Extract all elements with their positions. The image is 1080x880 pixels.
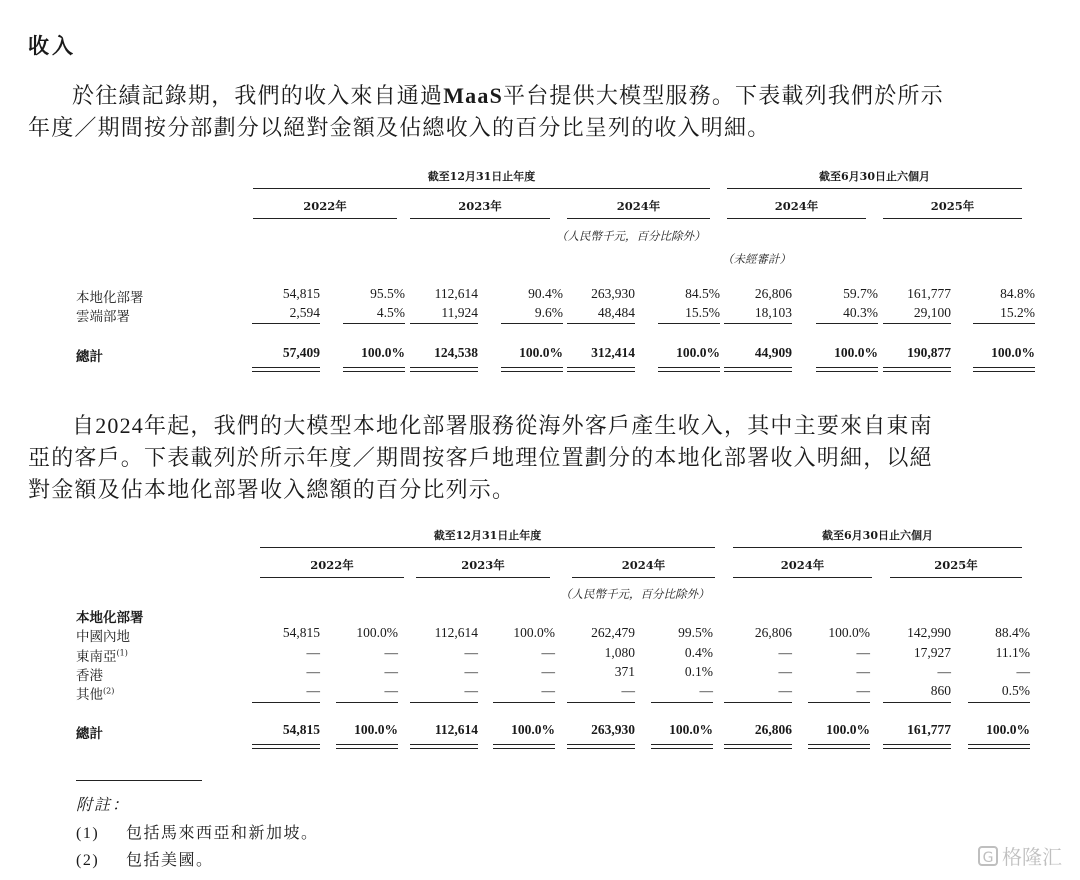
- period-header-year-end: 截至12月31日止年度: [427, 170, 536, 183]
- unit-note: （人民幣千元，百分比除外）: [556, 229, 706, 243]
- subtotal-rule: [816, 323, 878, 324]
- year-underline: [567, 218, 710, 219]
- year-header: 2024年: [774, 199, 819, 213]
- table-cell: —: [699, 683, 713, 698]
- subtotal-rule: [567, 323, 635, 324]
- table-cell: —: [541, 664, 555, 679]
- subtotal-rule: [336, 702, 398, 703]
- total-double-rule: [724, 367, 792, 372]
- intro-paragraph-1: [28, 80, 1043, 145]
- intro-paragraph-2: [28, 410, 1043, 507]
- table-cell: —: [384, 664, 398, 679]
- table-cell: 84.8%: [1000, 286, 1035, 301]
- subtotal-rule: [883, 323, 951, 324]
- table-cell: —: [856, 645, 870, 660]
- total-double-rule: [567, 367, 635, 372]
- table-cell: —: [621, 683, 635, 698]
- total-double-rule: [973, 367, 1035, 372]
- total-cell: 312,414: [591, 345, 635, 360]
- table-cell: —: [1016, 664, 1030, 679]
- row-label: 中國內地: [76, 629, 130, 645]
- year-underline: [733, 577, 872, 578]
- footnote-number: (1): [76, 825, 100, 842]
- footnote-item: [76, 847, 214, 870]
- subtotal-rule: [410, 702, 478, 703]
- footnote-divider: [76, 780, 202, 781]
- subtotal-rule: [493, 702, 555, 703]
- para2-text: 年起，我們的大模型本地化部署服務從海外客戶產生收入，其中主要來自東南: [144, 414, 933, 439]
- table-cell: 90.4%: [528, 286, 563, 301]
- table-cell: 263,930: [591, 286, 635, 301]
- table-cell: 112,614: [434, 286, 478, 301]
- table-cell: 142,990: [907, 625, 951, 640]
- subtotal-rule: [252, 323, 320, 324]
- table-cell: —: [384, 645, 398, 660]
- table-cell: 15.5%: [685, 305, 720, 320]
- total-double-rule: [883, 367, 951, 372]
- total-cell: 100.0%: [991, 345, 1035, 360]
- table-cell: 0.4%: [684, 645, 713, 660]
- row-label: 東南亞$^{(1)}$: [76, 648, 128, 665]
- table-cell: 11,924: [441, 305, 478, 320]
- section-heading: 收入: [28, 33, 76, 58]
- total-cell: 100.0%: [519, 345, 563, 360]
- year-underline: [572, 577, 715, 578]
- table-cell: 4.5%: [376, 305, 405, 320]
- total-double-rule: [724, 744, 792, 749]
- table-cell: 100.0%: [513, 625, 555, 640]
- watermark: [978, 841, 1062, 870]
- table-cell: —: [778, 683, 792, 698]
- watermark-text: 格隆汇: [1002, 845, 1062, 869]
- total-cell: 100.0%: [986, 722, 1030, 737]
- table-cell: 26,806: [754, 625, 792, 640]
- table-cell: —: [856, 664, 870, 679]
- total-cell: 100.0%: [354, 722, 398, 737]
- para2-text: 2024: [95, 413, 145, 438]
- subtotal-rule: [973, 323, 1035, 324]
- table-cell: 48,484: [597, 305, 635, 320]
- table-cell: 1,080: [604, 645, 635, 660]
- total-double-rule: [252, 367, 320, 372]
- total-cell: 44,909: [754, 345, 792, 360]
- table-cell: 95.5%: [370, 286, 405, 301]
- total-cell: 100.0%: [676, 345, 720, 360]
- table-cell: 2,594: [289, 305, 320, 320]
- period-underline: [260, 547, 715, 548]
- para1-text: 年度／期間按分部劃分以絕對金額及佔總收入的百分比呈列的收入明細。: [28, 116, 771, 141]
- total-cell: 26,806: [754, 722, 792, 737]
- year-underline: [727, 218, 866, 219]
- total-cell: 100.0%: [511, 722, 555, 737]
- table-cell: —: [306, 683, 320, 698]
- total-row-label: 總計: [76, 349, 103, 365]
- para1-text: 平台提供大模型服務。下表載列我們於所示: [503, 84, 944, 109]
- table-cell: 40.3%: [843, 305, 878, 320]
- year-header: 2025年: [934, 558, 978, 572]
- footnote-ref: (2): [103, 686, 115, 696]
- period-header-six-months: 截至6月30日止六個月: [822, 529, 933, 542]
- year-underline: [410, 218, 550, 219]
- table-cell: 26,806: [754, 286, 792, 301]
- table-cell: —: [541, 645, 555, 660]
- total-cell: 190,877: [907, 345, 951, 360]
- total-double-rule: [816, 367, 878, 372]
- subtotal-rule: [968, 702, 1030, 703]
- table-cell: 54,815: [282, 625, 320, 640]
- total-cell: 57,409: [282, 345, 320, 360]
- period-header-six-months: 截至6月30日止六個月: [819, 170, 930, 183]
- total-double-rule: [336, 744, 398, 749]
- para2-text: 自: [72, 414, 96, 439]
- row-label: 香港: [76, 668, 103, 684]
- year-header: 2024年: [616, 199, 661, 213]
- para1-text: 於往績記錄期，我們的收入來自通過: [72, 84, 444, 109]
- table-cell: —: [384, 683, 398, 698]
- total-double-rule: [658, 367, 720, 372]
- total-double-rule: [343, 367, 405, 372]
- total-double-rule: [410, 744, 478, 749]
- year-header: 2022年: [310, 558, 354, 572]
- table-cell: 11.1%: [995, 645, 1030, 660]
- total-row-label: 總計: [76, 726, 103, 742]
- subtotal-rule: [658, 323, 720, 324]
- total-cell: 263,930: [591, 722, 635, 737]
- year-header: 2025年: [930, 199, 975, 213]
- footnote-title: 附註：: [76, 795, 131, 814]
- table-cell: —: [856, 683, 870, 698]
- table-cell: 262,479: [591, 625, 635, 640]
- para1-text: MaaS: [443, 83, 504, 108]
- unit-note: （人民幣千元，百分比除外）: [560, 587, 710, 601]
- table-cell: 9.6%: [534, 305, 563, 320]
- table-cell: 88.4%: [995, 625, 1030, 640]
- total-cell: 100.0%: [361, 345, 405, 360]
- table-cell: —: [541, 683, 555, 698]
- period-underline: [727, 188, 1022, 189]
- row-label: 本地化部署: [76, 290, 144, 306]
- subtotal-rule: [724, 702, 792, 703]
- year-header: 2024年: [621, 558, 666, 572]
- year-header: 2023年: [458, 199, 502, 213]
- table-cell: —: [464, 664, 478, 679]
- subtotal-rule: [567, 702, 635, 703]
- total-double-rule: [808, 744, 870, 749]
- table-cell: 59.7%: [843, 286, 878, 301]
- para2-text: 對金額及佔本地化部署收入總額的百分比列示。: [28, 478, 516, 503]
- period-underline: [733, 547, 1022, 548]
- para2-text: 亞的客戶。下表載列於所示年度／期間按客戶地理位置劃分的本地化部署收入明細，以絕: [28, 446, 933, 471]
- table-cell: —: [778, 664, 792, 679]
- total-double-rule: [493, 744, 555, 749]
- subtotal-rule: [651, 702, 713, 703]
- table-cell: 0.1%: [684, 664, 713, 679]
- table-cell: 54,815: [282, 286, 320, 301]
- table-cell: 860: [930, 683, 951, 698]
- year-underline: [883, 218, 1022, 219]
- total-double-rule: [410, 367, 478, 372]
- row-label: 雲端部署: [76, 309, 130, 325]
- subtotal-rule: [808, 702, 870, 703]
- total-double-rule: [501, 367, 563, 372]
- table-cell: 371: [614, 664, 635, 679]
- year-underline: [416, 577, 550, 578]
- subtotal-rule: [410, 323, 478, 324]
- footnote-number: (2): [76, 852, 100, 869]
- table-cell: 29,100: [913, 305, 951, 320]
- total-cell: 100.0%: [834, 345, 878, 360]
- total-double-rule: [567, 744, 635, 749]
- total-cell: 100.0%: [669, 722, 713, 737]
- table-cell: —: [778, 645, 792, 660]
- period-header-year-end: 截至12月31日止年度: [433, 529, 542, 542]
- year-underline: [890, 577, 1022, 578]
- footnote-text: 包括美國。: [126, 850, 214, 869]
- total-cell: 124,538: [434, 345, 478, 360]
- table-cell: 100.0%: [356, 625, 398, 640]
- row-label: 其他$^{(2)}$: [76, 686, 115, 703]
- period-underline: [253, 188, 710, 189]
- year-header: 2022年: [303, 199, 347, 213]
- table-cell: —: [464, 683, 478, 698]
- gelonghui-logo-icon: G: [978, 846, 998, 866]
- table-cell: —: [306, 664, 320, 679]
- table-cell: 84.5%: [685, 286, 720, 301]
- subtotal-rule: [252, 702, 320, 703]
- year-header: 2023年: [461, 558, 505, 572]
- subtotal-rule: [343, 323, 405, 324]
- table-cell: 18,103: [754, 305, 792, 320]
- total-cell: 100.0%: [826, 722, 870, 737]
- footnote-ref: (1): [116, 648, 128, 658]
- total-double-rule: [883, 744, 951, 749]
- section-label: 本地化部署: [76, 610, 144, 626]
- table-cell: —: [937, 664, 951, 679]
- year-underline: [260, 577, 404, 578]
- table-cell: 15.2%: [1000, 305, 1035, 320]
- total-cell: 54,815: [282, 722, 320, 737]
- table-cell: 112,614: [434, 625, 478, 640]
- total-cell: 161,777: [907, 722, 951, 737]
- subtotal-rule: [724, 323, 792, 324]
- table-cell: 161,777: [907, 286, 951, 301]
- total-double-rule: [252, 744, 320, 749]
- year-header: 2024年: [780, 558, 825, 572]
- total-cell: 112,614: [434, 722, 478, 737]
- footnote-text: 包括馬來西亞和新加坡。: [126, 823, 319, 842]
- table-cell: 100.0%: [828, 625, 870, 640]
- unaudited-note: （未經審計）: [722, 252, 791, 266]
- table-cell: 99.5%: [678, 625, 713, 640]
- table-cell: —: [464, 645, 478, 660]
- table-cell: 0.5%: [1001, 683, 1030, 698]
- total-double-rule: [651, 744, 713, 749]
- footnote-item: [76, 820, 319, 843]
- table-cell: 17,927: [913, 645, 951, 660]
- table-cell: —: [306, 645, 320, 660]
- total-double-rule: [968, 744, 1030, 749]
- subtotal-rule: [501, 323, 563, 324]
- year-underline: [253, 218, 397, 219]
- subtotal-rule: [883, 702, 951, 703]
